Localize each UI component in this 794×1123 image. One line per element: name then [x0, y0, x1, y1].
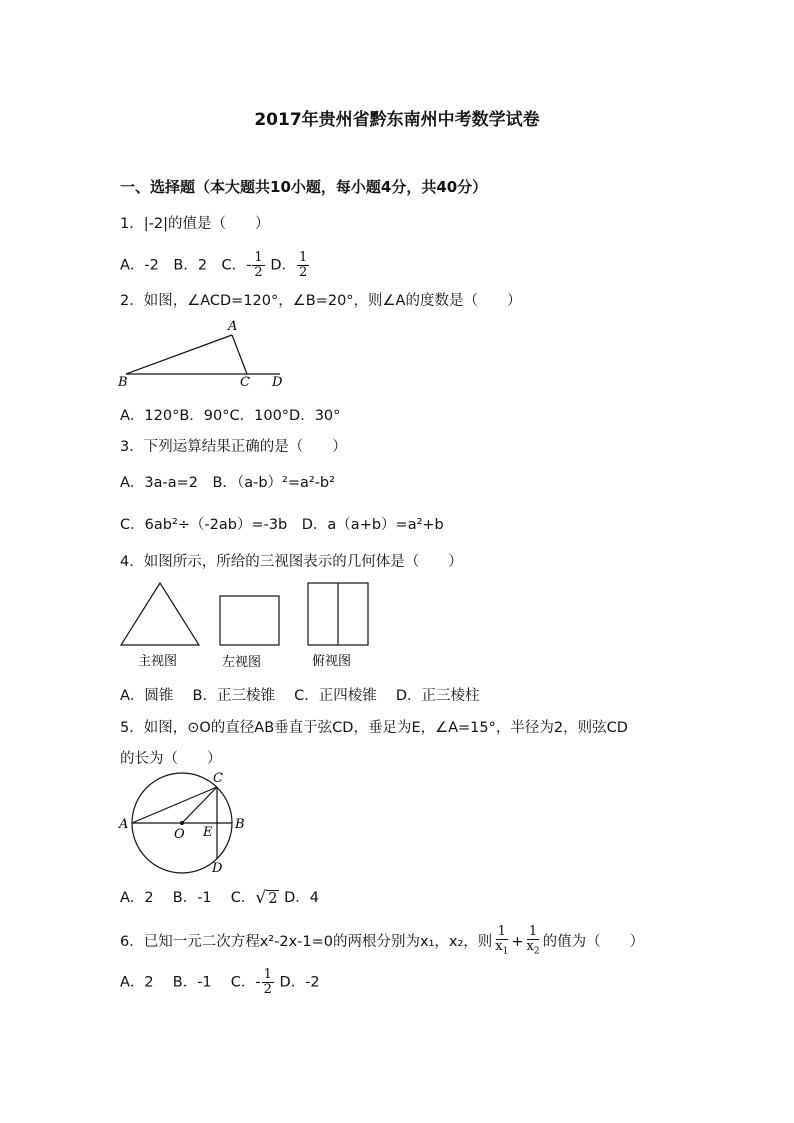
center-point	[180, 821, 184, 825]
question-3-stem: 3．下列运算结果正确的是（ ）	[120, 439, 347, 455]
point-c-label: C	[240, 375, 250, 390]
fraction-numerator: 1	[298, 250, 308, 265]
point-b-label: B	[118, 375, 128, 390]
question-4-stem: 4．如图所示，所给的三视图表示的几何体是（ ）	[120, 554, 463, 570]
question-3-options-cd: C．6ab²÷（-2ab）=-3b D．a（a+b）=a²+b	[120, 517, 444, 533]
question-6-option-d: D．-2	[279, 974, 320, 991]
side-view-label: 左视图	[222, 655, 262, 670]
question-5-option-d: D．4	[284, 890, 319, 906]
plus-sign: +	[511, 933, 524, 950]
question-5-options-ab: A．2 B．-1 C．	[120, 890, 256, 906]
fraction-numerator: 1	[254, 250, 263, 265]
point-b-label: B	[235, 817, 245, 832]
fraction-denominator	[493, 940, 510, 959]
question-5-stem-line2: 的长为（ ）	[120, 751, 222, 767]
fraction-denominator: 2	[298, 265, 308, 280]
question-5-stem-line1: 5．如图，⊙O的直径AB垂直于弦CD，垂足为E，∠A=15°，半径为2，则弦CD	[120, 720, 628, 736]
point-e-label: E	[203, 825, 213, 840]
question-1-stem: 1．|-2|的值是（ ）	[120, 216, 270, 232]
question-1-d-fraction	[297, 251, 309, 280]
line-ac	[232, 335, 247, 374]
three-views-figure	[118, 580, 376, 672]
question-6-stem	[120, 925, 644, 959]
fraction-numerator: 1	[528, 924, 538, 939]
fraction-numerator: 1	[263, 967, 272, 982]
denominator-subscript: 2	[533, 946, 540, 957]
point-c-label: C	[213, 771, 223, 786]
front-view-triangle	[121, 583, 199, 645]
section-heading: 一、选择题（本大题共10小题，每小题4分，共40分）	[120, 178, 488, 196]
question-1-c-sign: -	[246, 257, 252, 274]
denominator-variable: x	[526, 939, 534, 954]
fraction-1-over-x2	[525, 925, 542, 959]
question-6-stem-prefix: 6．已知一元二次方程x²-2x-1=0的两根分别为x₁，x₂，则	[120, 933, 493, 950]
front-view-label: 主视图	[138, 654, 178, 669]
question-1-c-fraction	[252, 251, 264, 280]
top-view-label: 俯视图	[312, 654, 352, 669]
sqrt-expression	[255, 889, 279, 907]
fraction-denominator: 2	[254, 265, 263, 280]
point-d-label: D	[272, 375, 283, 390]
fraction-numerator: 1	[497, 924, 506, 939]
question-5-options	[120, 886, 319, 907]
side-view-rectangle	[220, 596, 279, 645]
question-4-options: A．圆锥 B．正三棱锥 C．正四棱锥 D．正三棱柱	[120, 688, 480, 704]
line-ba	[126, 335, 232, 374]
circle-figure	[116, 768, 252, 878]
question-1-option-d: D．	[270, 257, 296, 274]
question-6-c-sign: -	[255, 974, 261, 991]
fraction-1-over-x1	[493, 925, 510, 959]
point-a-label: A	[228, 319, 238, 334]
line-ac	[132, 787, 217, 823]
question-6-options-ab: A．2 B．-1 C．	[120, 974, 256, 991]
denominator-variable: x	[495, 939, 503, 954]
denominator-subscript: 1	[502, 946, 509, 957]
fraction-denominator	[525, 940, 542, 959]
sqrt-symbol: √	[255, 888, 267, 908]
sqrt-radicand: 2	[268, 891, 278, 907]
question-2-options: A．120°B．90°C．100°D．30°	[120, 408, 341, 424]
question-6-options	[120, 968, 320, 997]
triangle-figure	[116, 318, 292, 390]
question-3-options-ab: A．3a-a=2 B．（a-b）²=a²-b²	[120, 475, 335, 491]
point-a-label: A	[119, 817, 129, 832]
line-oc	[182, 787, 217, 823]
page-title: 2017年贵州省黔东南州中考数学试卷	[254, 110, 540, 130]
question-6-c-fraction	[262, 968, 274, 997]
question-6-stem-suffix: 的值为（ ）	[542, 933, 645, 950]
fraction-denominator: 2	[263, 982, 272, 997]
question-1-options-ab: A．-2 B．2 C．	[120, 257, 247, 274]
point-d-label: D	[212, 861, 223, 876]
question-2-stem: 2．如图，∠ACD=120°，∠B=20°，则∠A的度数是（ ）	[120, 293, 522, 309]
question-1-options	[120, 251, 310, 280]
point-o-label: O	[174, 827, 185, 842]
